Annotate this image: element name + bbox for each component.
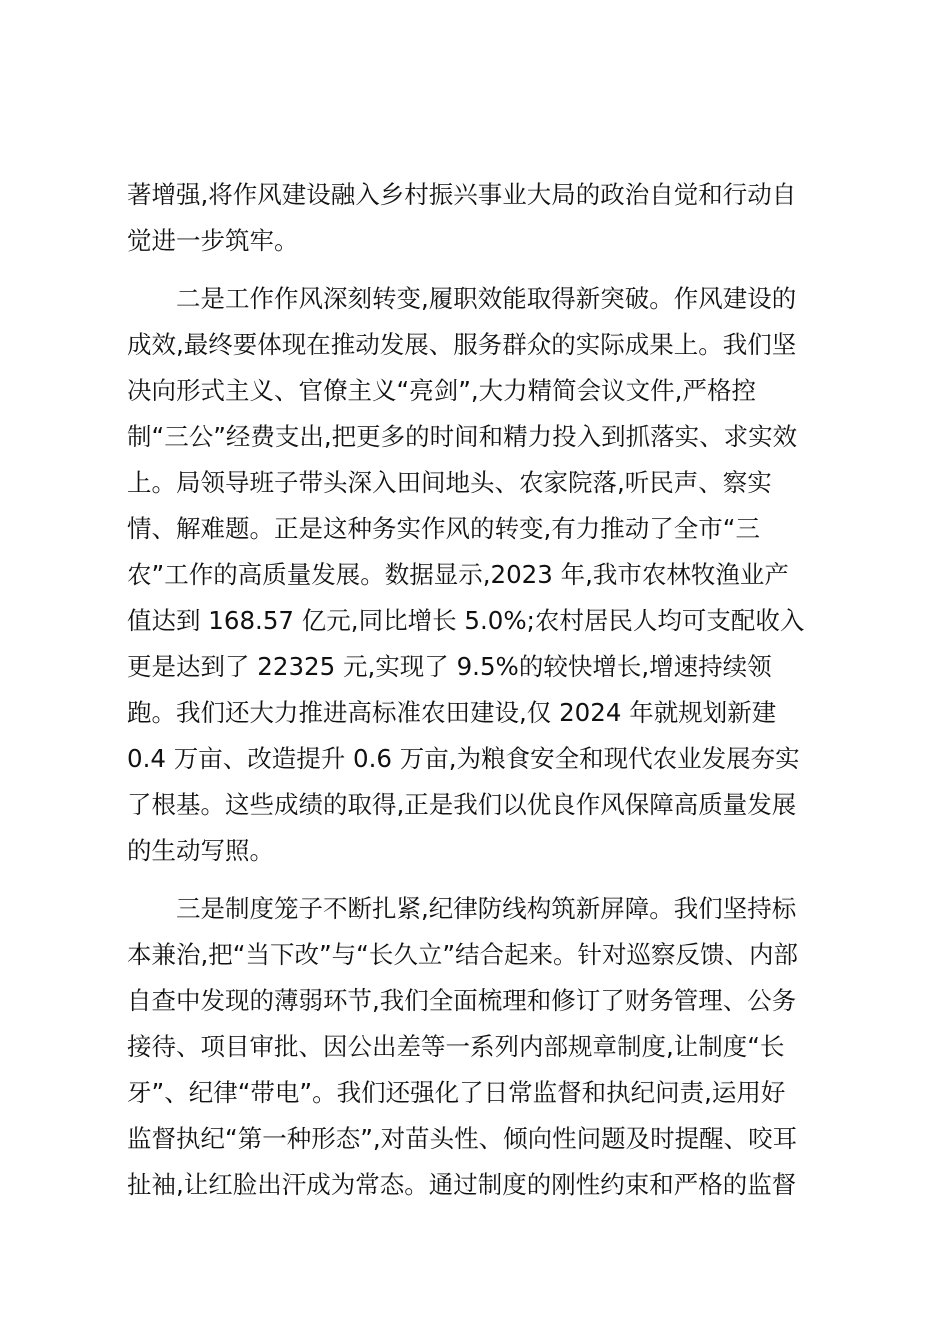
text-line: 二是工作作风深刻转变,履职效能取得新突破。作风建设的 — [176, 284, 797, 313]
text-line: 更是达到了 22325 元,实现了 9.5%的较快增长,增速持续领 — [127, 652, 772, 681]
text-line: 了根基。这些成绩的取得,正是我们以优良作风保障高质量发展 — [127, 790, 797, 819]
text-line: 扯袖,让红脸出汗成为常态。通过制度的刚性约束和严格的监督 — [127, 1170, 797, 1199]
text-line: 自查中发现的薄弱环节,我们全面梳理和修订了财务管理、公务 — [127, 986, 797, 1015]
text-line: 农”工作的高质量发展。数据显示,2023 年,我市农林牧渔业产 — [127, 560, 789, 589]
text-line: 三是制度笼子不断扎紧,纪律防线构筑新屏障。我们坚持标 — [176, 894, 797, 923]
text-line: 的生动写照。 — [127, 836, 274, 865]
text-line: 决向形式主义、官僚主义“亮剑”,大力精简会议文件,严格控 — [127, 376, 756, 405]
paragraph-3 — [127, 886, 827, 1208]
document-body — [127, 172, 827, 1208]
text-line: 接待、项目审批、因公出差等一系列内部规章制度,让制度“长 — [127, 1032, 785, 1061]
text-line: 觉进一步筑牢。 — [127, 226, 299, 255]
paragraph-2 — [127, 276, 827, 874]
text-line: 0.4 万亩、改造提升 0.6 万亩,为粮食安全和现代农业发展夯实 — [127, 744, 800, 773]
text-line: 成效,最终要体现在推动发展、服务群众的实际成果上。我们坚 — [127, 330, 797, 359]
paragraph-1 — [127, 172, 827, 264]
text-line: 牙”、纪律“带电”。我们还强化了日常监督和执纪问责,运用好 — [127, 1078, 786, 1107]
text-line: 著增强,将作风建设融入乡村振兴事业大局的政治自觉和行动自 — [127, 180, 797, 209]
text-line: 情、解难题。正是这种务实作风的转变,有力推动了全市“三 — [127, 514, 760, 543]
text-line: 监督执纪“第一种形态”,对苗头性、倾向性问题及时提醒、咬耳 — [127, 1124, 798, 1153]
text-line: 值达到 168.57 亿元,同比增长 5.0%;农村居民人均可支配收入 — [127, 606, 805, 635]
text-line: 本兼治,把“当下改”与“长久立”结合起来。针对巡察反馈、内部 — [127, 940, 799, 969]
text-line: 制“三公”经费支出,把更多的时间和精力投入到抓落实、求实效 — [127, 422, 798, 451]
text-line: 上。局领导班子带头深入田间地头、农家院落,听民声、察实 — [127, 468, 772, 497]
text-line: 跑。我们还大力推进高标准农田建设,仅 2024 年就规划新建 — [127, 698, 777, 727]
